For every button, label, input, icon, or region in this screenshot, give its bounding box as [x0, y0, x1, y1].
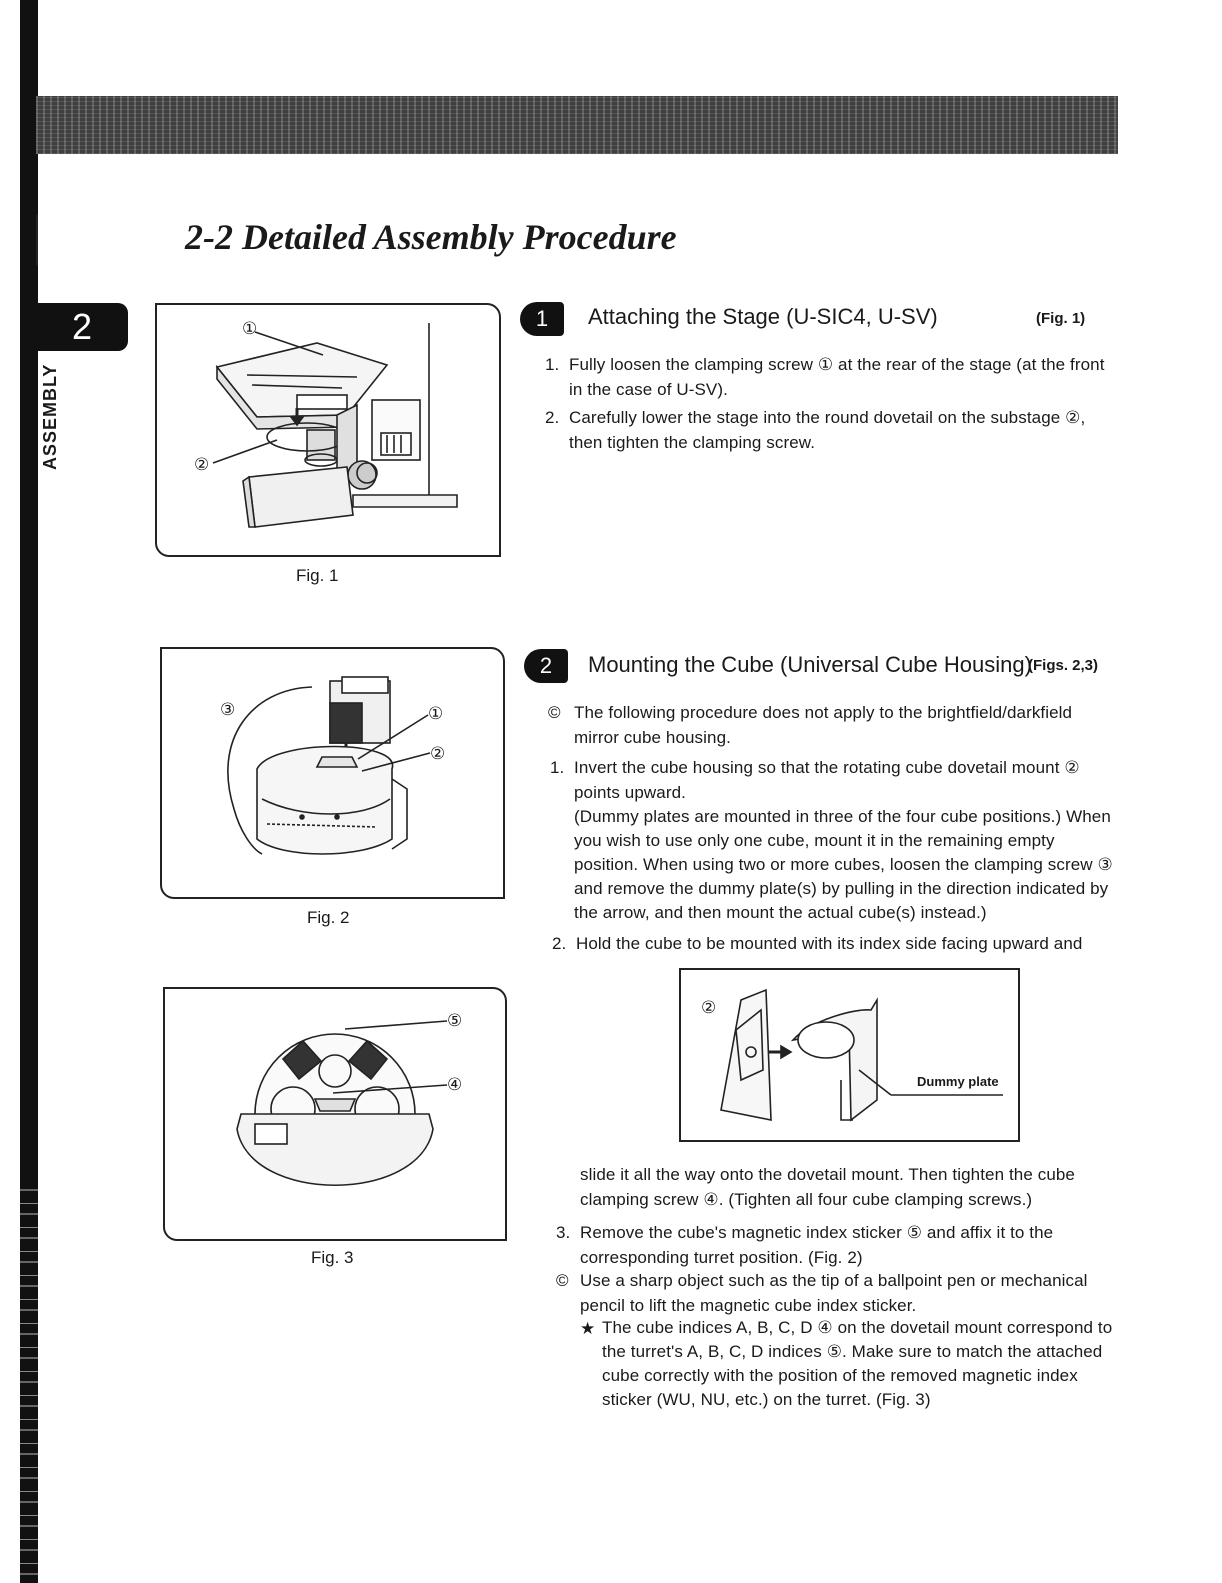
- star-text: The cube indices A, B, C, D ④ on the dovetail mount correspond to the turret's A, B, C, D indices ⑤. Make sure to match the attached cube correctly with the position of the removed magnetic index sticker (WU, NU, etc.) on the turret. (Fig. 3): [602, 1318, 1113, 1409]
- callout-2: ②: [194, 455, 210, 474]
- section-1-step-2: [545, 405, 1115, 455]
- step-number: 1.: [545, 355, 560, 374]
- note-mark: ©: [556, 1271, 569, 1290]
- margin-rule: [36, 215, 38, 265]
- section-1-badge: 1: [520, 302, 564, 336]
- note-text: The following procedure does not apply to the brightfield/darkfield mirror cube housing.: [574, 703, 1073, 747]
- section-1-step-1: [545, 352, 1115, 402]
- callout-1: ①: [242, 319, 258, 338]
- note-text: Use a sharp object such as the tip of a ballpoint pen or mechanical pencil to lift the magnetic cube index sticker.: [580, 1271, 1088, 1315]
- callout-2b: ②: [430, 744, 446, 763]
- section-1-heading: Attaching the Stage (U-SIC4, U-SV): [588, 304, 938, 329]
- cube-housing-illustration: [162, 649, 503, 897]
- step-text: Hold the cube to be mounted with its index side facing upward and: [576, 934, 1083, 953]
- step-number: 3.: [556, 1223, 571, 1242]
- side-label: ASSEMBLY: [40, 363, 60, 470]
- section-2-note-2: [556, 1268, 1118, 1318]
- step-text: Fully loosen the clamping screw ① at the rear of the stage (at the front in the case of U-SV).: [569, 355, 1105, 399]
- step-text: slide it all the way onto the dovetail mount. Then tighten the cube clamping screw ④. (Tighten all four cube clamping screws.): [580, 1165, 1075, 1209]
- stage-illustration: [157, 305, 499, 555]
- step-text: Carefully lower the stage into the round dovetail on the substage ②, then tighten the clamping screw.: [569, 408, 1086, 452]
- section-2-note-1: [548, 700, 1116, 750]
- note-mark: ©: [548, 703, 561, 722]
- step-text: Invert the cube housing so that the rotating cube dovetail mount ② points upward.: [574, 758, 1080, 802]
- figure-1-caption: Fig. 1: [296, 566, 339, 585]
- figure-1: [155, 303, 501, 557]
- callout-5: ⑤: [447, 1011, 463, 1030]
- section-2-step-3: [556, 1220, 1118, 1270]
- chapter-tab: 2: [36, 303, 128, 351]
- callout-3: ③: [220, 700, 236, 719]
- section-2-badge: 2: [524, 649, 568, 683]
- header-band: [36, 96, 1118, 154]
- step-text: Remove the cube's magnetic index sticker ⑤ and affix it to the corresponding turret position. (Fig. 2): [580, 1223, 1054, 1267]
- figure-2-caption: Fig. 2: [307, 908, 350, 927]
- dummy-plate-illustration: [681, 970, 1018, 1140]
- step-number: 2.: [552, 934, 567, 953]
- section-2-star-note: [580, 1316, 1120, 1412]
- dummy-plate-figure: [679, 968, 1020, 1142]
- step-number: 1.: [550, 758, 565, 777]
- figure-3-caption: Fig. 3: [311, 1248, 354, 1267]
- binding-strip-texture: [20, 1180, 38, 1580]
- section-2-step-2-continued: [580, 1162, 1118, 1212]
- section-2-heading: Mounting the Cube (Universal Cube Housing): [588, 652, 1032, 677]
- dummy-callout-2: ②: [701, 998, 717, 1017]
- dummy-plate-label: Dummy plate: [917, 1074, 999, 1089]
- section-2-fig-ref: (Figs. 2,3): [1028, 657, 1099, 674]
- section-2-step-2: [552, 931, 1118, 956]
- callout-1b: ①: [428, 704, 444, 723]
- callout-4: ④: [447, 1075, 463, 1094]
- figure-2: [160, 647, 505, 899]
- figure-3: [163, 987, 507, 1241]
- section-1-fig-ref: (Fig. 1): [1036, 310, 1086, 327]
- step-number: 2.: [545, 408, 560, 427]
- star-mark: ★: [580, 1319, 596, 1338]
- section-2-step-1: [550, 755, 1116, 925]
- step-detail: (Dummy plates are mounted in three of the four cube positions.) When you wish to use only one cube, mount it in the remaining empty position. When using two or more cubes, loosen the clamping screw ③ and remove the dummy plate(s) by pulling in the direction indicated by the arrow, and then mount the actual cube(s) instead.): [574, 807, 1113, 922]
- page-title: 2-2 Detailed Assembly Procedure: [185, 217, 677, 257]
